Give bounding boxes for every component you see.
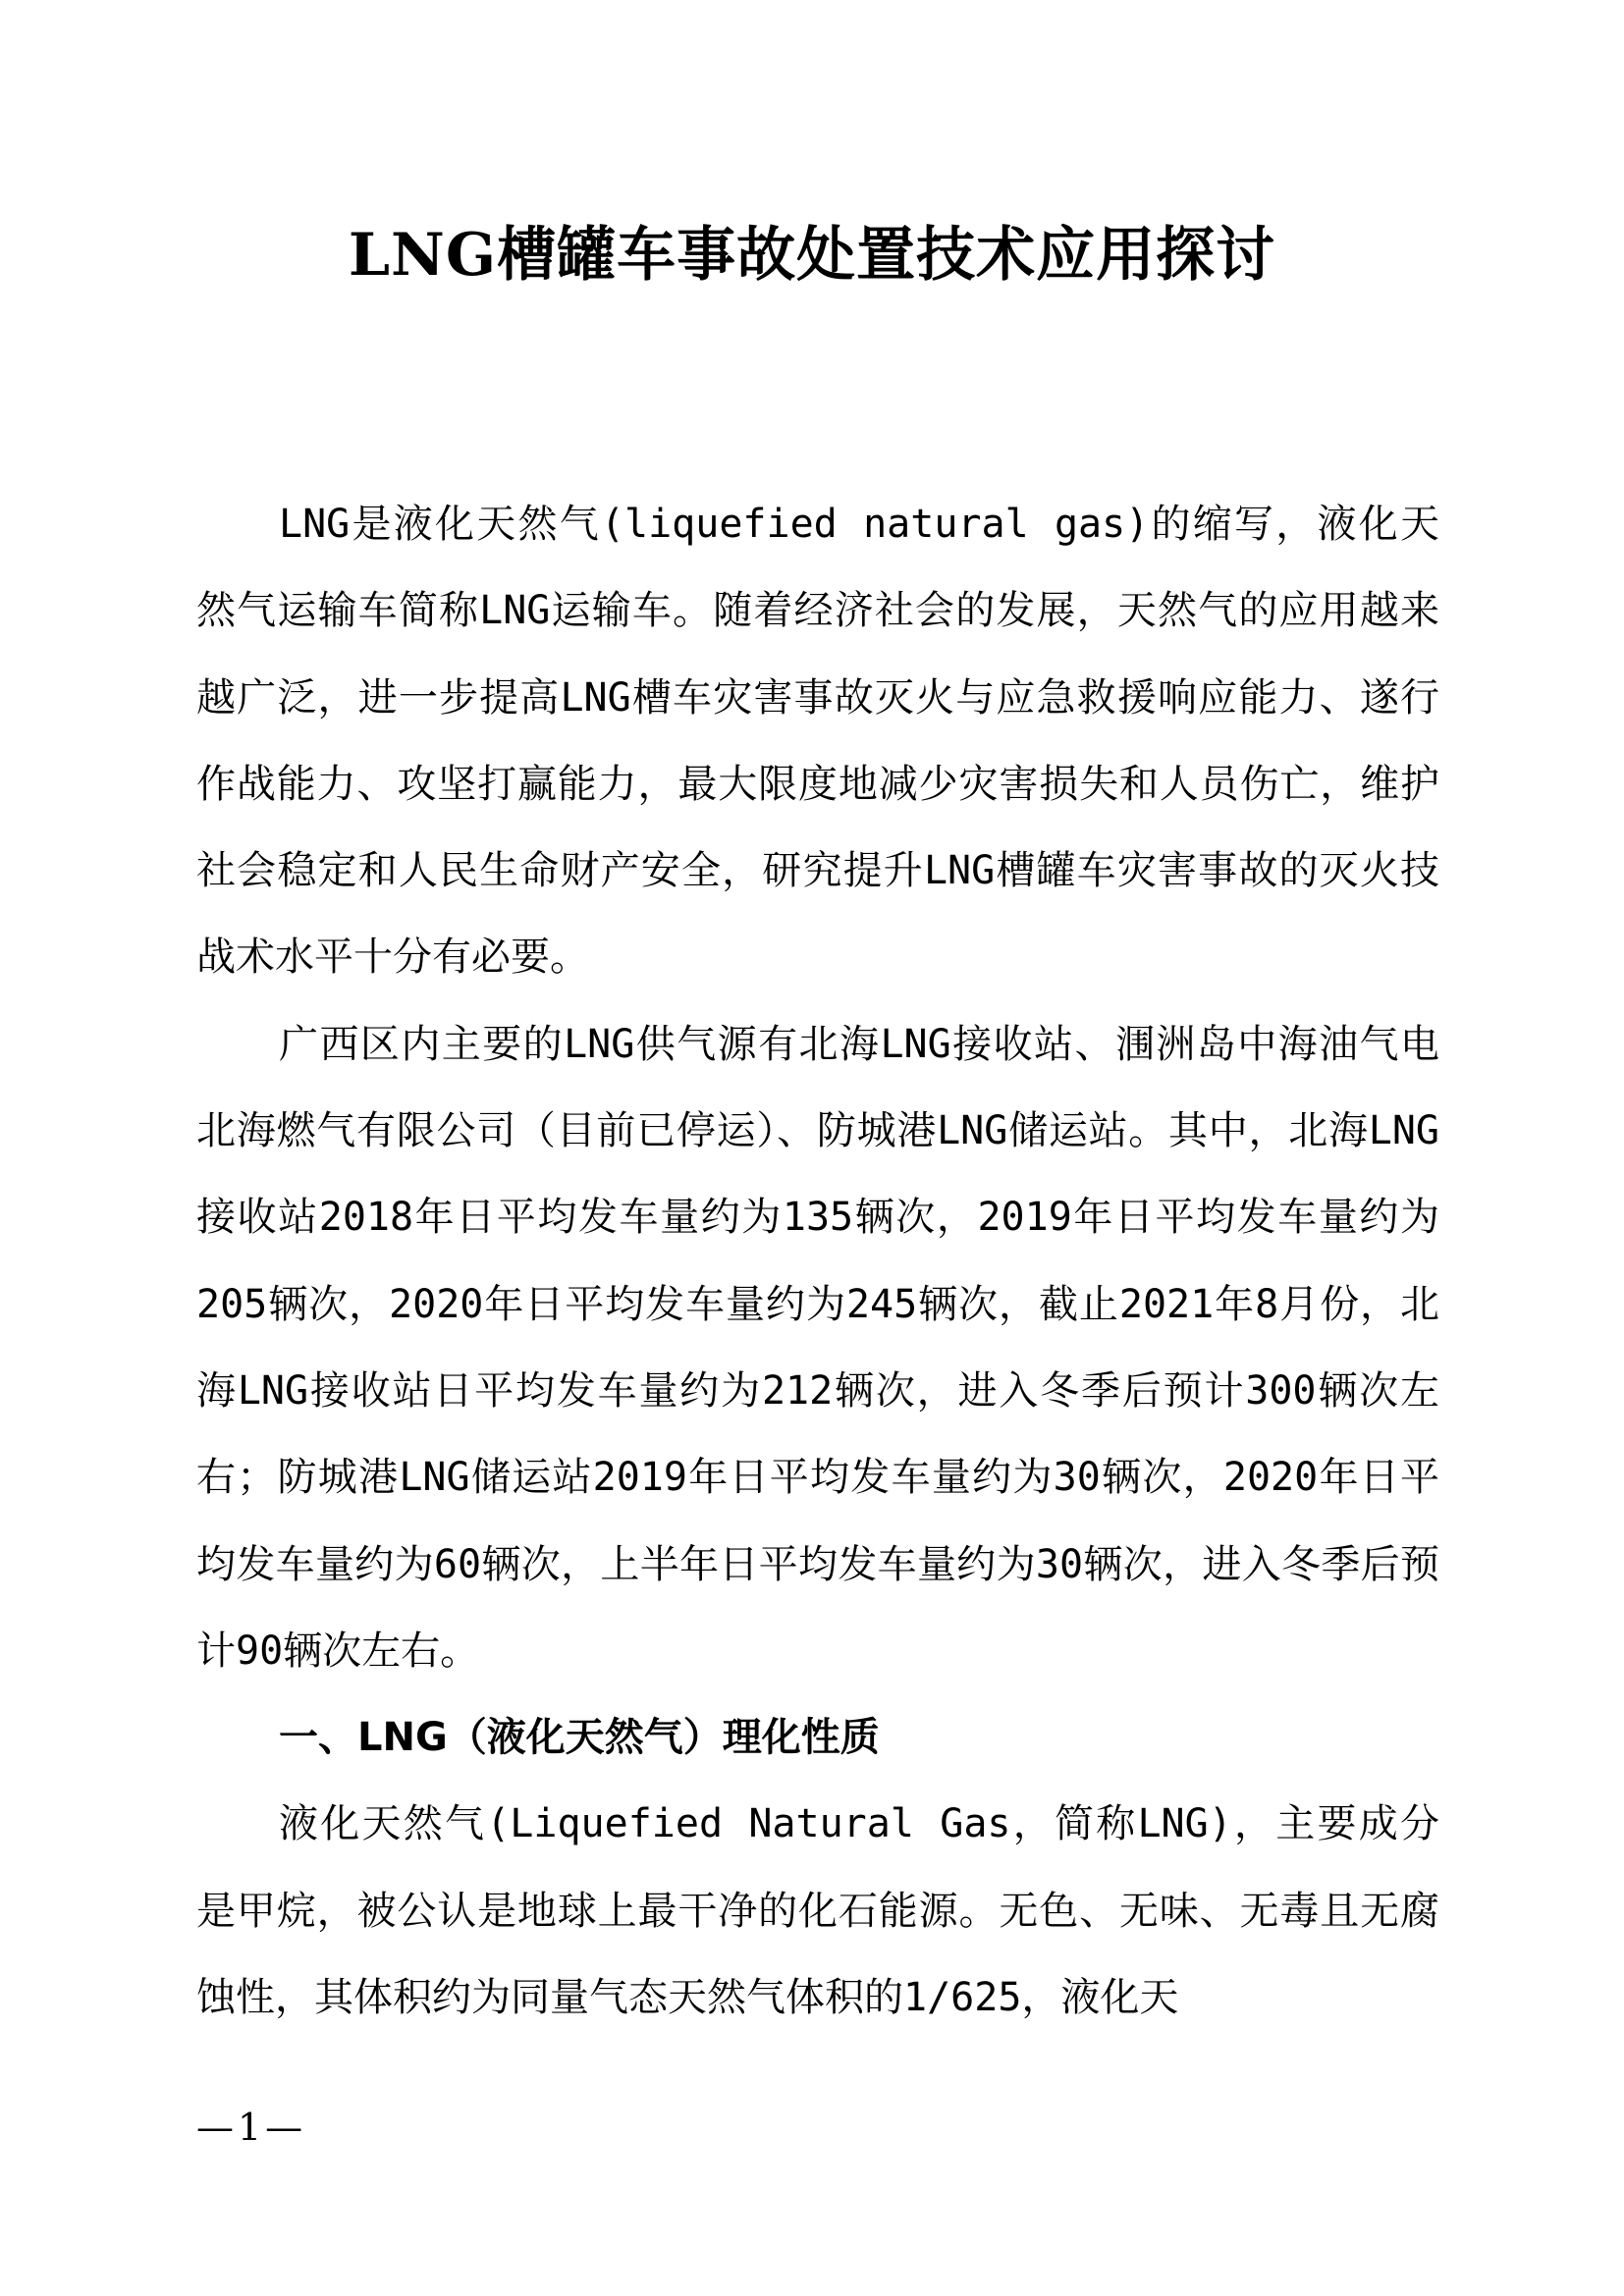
section-heading: 一、LNG（液化天然气）理化性质 bbox=[279, 1715, 880, 1761]
document-body bbox=[196, 481, 1439, 2041]
paragraph-properties: 液化天然气(Liquefied Natural Gas，简称LNG)，主要成分是甲烷，被公认是地球上最干净的化石能源。无色、无味、无毒且无腐蚀性，其体积约为同量气态天然气体积的1/625，液化天 bbox=[196, 1801, 1439, 2021]
document-title: LNG槽罐车事故处置技术应用探讨 bbox=[348, 221, 1276, 290]
page-number: —1— bbox=[196, 2106, 307, 2149]
paragraph-supply-sources: 广西区内主要的LNG供气源有北海LNG接收站、涠洲岛中海油气电北海燃气有限公司（目前已停运）、防城港LNG储运站。其中，北海LNG接收站2018年日平均发车量约为135辆次，2019年日平均发车量约为205辆次，2020年日平均发车量约为245辆次，截止2021年8月份，北海LNG接收站日平均发车量约为212辆次，进入冬季后预计300辆次左右；防城港LNG储运站2019年日平均发车量约为30辆次，2020年日平均发车量约为60辆次，上半年日平均发车量约为30辆次，进入冬季后预计90辆次左右。 bbox=[196, 1021, 1439, 1674]
paragraph-intro: LNG是液化天然气(liquefied natural gas)的缩写，液化天然气运输车简称LNG运输车。随着经济社会的发展，天然气的应用越来越广泛，进一步提高LNG槽车灾害事故灭火与应急救援响应能力、遂行作战能力、攻坚打赢能力，最大限度地减少灾害损失和人员伤亡，维护社会稳定和人民生命财产安全，研究提升LNG槽罐车灾害事故的灭火技战术水平十分有必要。 bbox=[196, 502, 1439, 981]
